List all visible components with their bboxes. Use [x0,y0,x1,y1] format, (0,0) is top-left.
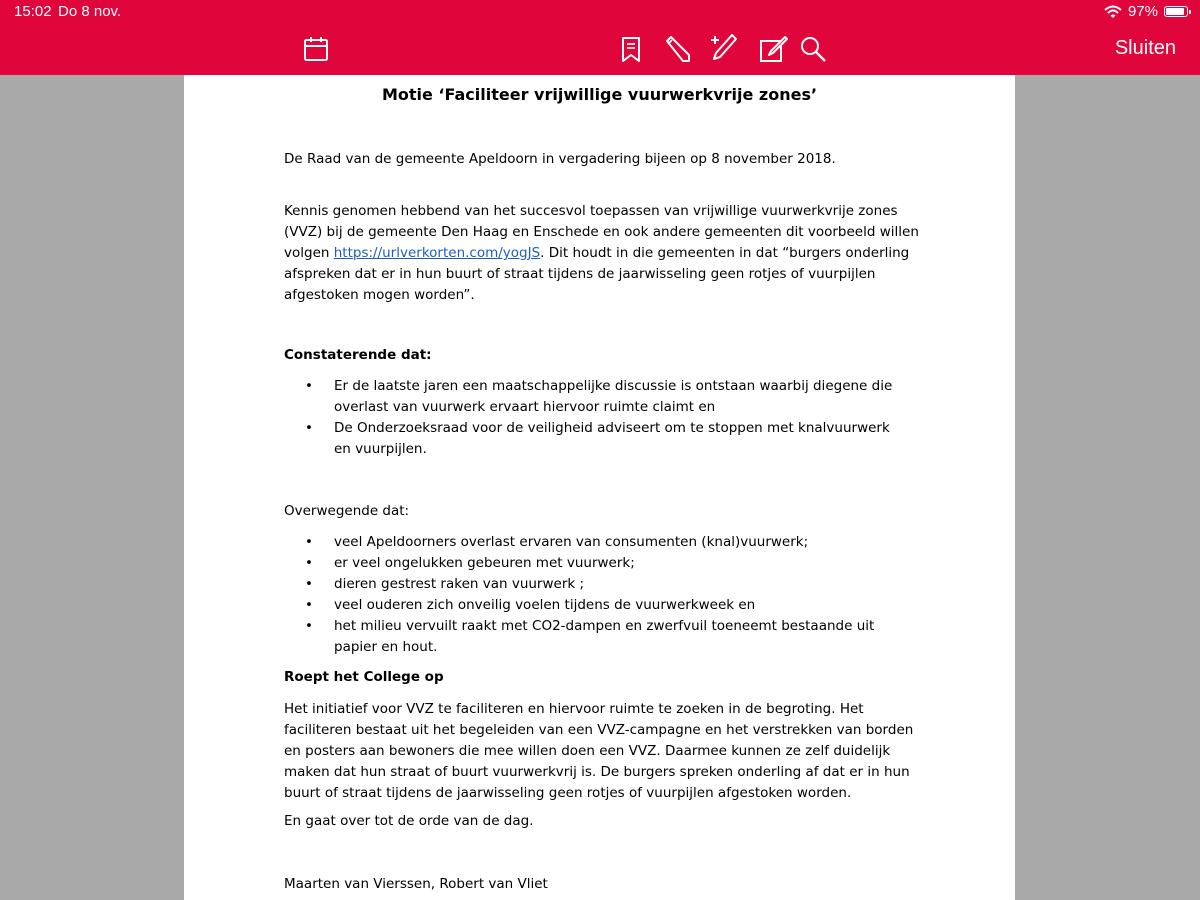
page-title: Motie ‘Faciliteer vrijwillige vuurwerkvrije zones’ [381,85,818,104]
kennis-paragraph [284,201,924,306]
list-item: • dieren gestrest raken van vuurwerk ; [284,574,904,595]
list-item: • veel Apeldoorners overlast ervaren van consumenten (knal)vuurwerk; [284,532,904,553]
battery-level [1166,8,1184,15]
constaterende-list [284,376,904,460]
wifi-icon [1104,5,1122,19]
list-item: • veel ouderen zich onveilig voelen tijdens de vuurwerkweek en [284,595,904,616]
pencil-icon[interactable] [662,34,692,64]
battery-percent: 97% [1127,3,1158,20]
kennis-text-after: . Dit houdt in die gemeenten in dat “burgers onderling afspreken dat er in hun buurt of straat tijdens de jaarwisseling geen rotjes of vuurpijlen afgestoken mogen worden”. [284,245,910,303]
close-button[interactable]: Sluiten [1114,37,1176,59]
roept-paragraph: Het initiatief voor VVZ te faciliteren en hiervoor ruimte te zoeken in de begroting. Het faciliteren bestaat uit het begeleiden van een VVZ-campagne en het verstrekken van borden en posters aan bewoners die mee willen doen een VVZ. Daarmee kunnen ze zelf duidelijk maken dat hun straat of buurt vuurwerkvrij is. De burgers spreken onderling af dat er in hun buurt of straat tijdens de jaarwisseling geen rotjes of vuurpijlen afgestoken worden. [284,701,914,801]
annotate-icon[interactable] [709,34,739,64]
overwegende-heading: Overwegende dat: [284,503,410,519]
closing-line: En gaat over tot de orde van de dag. [284,813,534,829]
roept-heading: Roept het College op [284,669,444,685]
intro-paragraph: De Raad van de gemeente Apeldoorn in vergadering bijeen op 8 november 2018. [284,151,836,167]
status-time: 15:02 [14,3,52,20]
overwegende-list [284,532,904,658]
list-item: • De Onderzoeksraad voor de veiligheid adviseert om te stoppen met knalvuurwerk en vuurpijlen. [284,418,904,460]
list-item: • Er de laatste jaren een maatschappelijke discussie is ontstaan waarbij diegene die overlast van vuurwerk ervaart hiervoor ruimte claimt en [284,376,904,418]
edit-note-icon[interactable] [758,34,788,64]
document-page [184,75,1015,900]
list-item: • er veel ongelukken gebeuren met vuurwerk; [284,553,904,574]
status-indicators [1104,3,1188,20]
toolbar [0,0,1200,75]
signatories: Maarten van Vierssen, Robert van Vliet [284,876,548,892]
list-item: • het milieu vervuilt raakt met CO2-dampen en zwerfvuil toeneemt bestaande uit papier en hout. [284,616,904,658]
shortlink[interactable]: https://urlverkorten.com/yogJS [333,245,541,261]
bookmark-icon[interactable] [616,34,646,64]
battery-icon [1164,6,1188,17]
calendar-icon[interactable] [301,34,331,64]
search-icon[interactable] [798,34,828,64]
kennis-text: Kennis genomen hebbend van het succesvol toepassen van vrijwillige vuurwerkvrije zones (VVZ) bij de gemeente Den Haag en Enschede en ook andere gemeenten dit voorbeeld willen volgen [284,203,919,261]
status-date: Do 8 nov. [58,3,122,20]
constaterende-heading: Constaterende dat: [284,347,432,363]
